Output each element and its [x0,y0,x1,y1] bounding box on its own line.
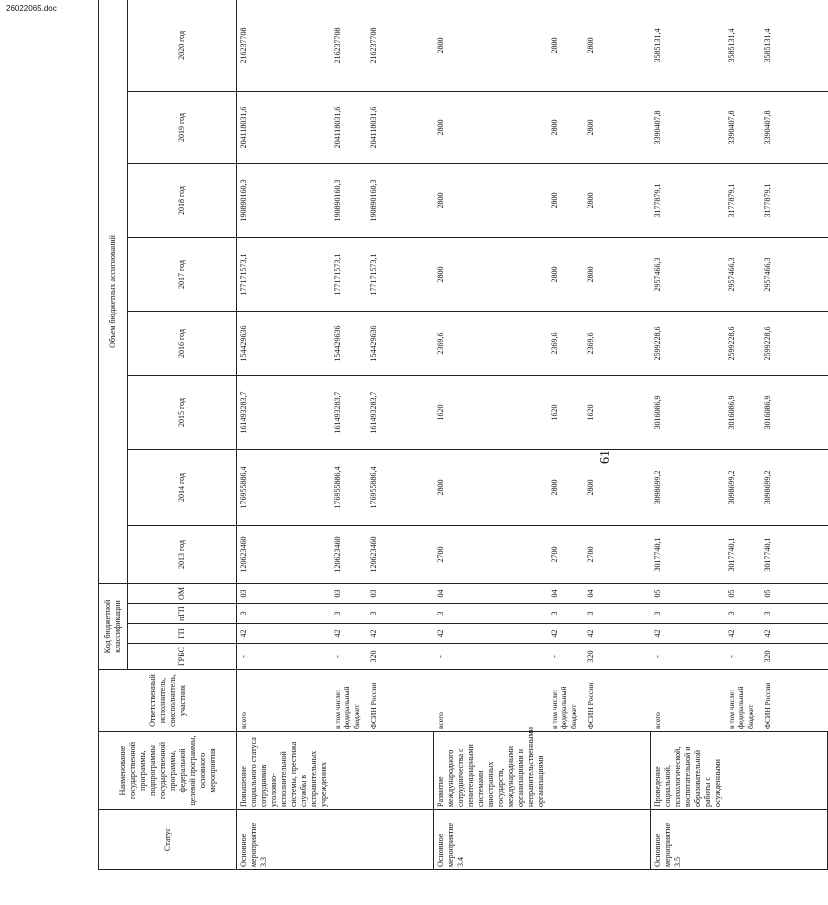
value-cell: 2800 [434,91,549,163]
gp-cell: 42 [237,624,332,644]
header-budget-col-2: пГП [128,604,237,624]
header-year-0: 2013 год [128,525,237,583]
value-cell: 2800 [434,449,549,525]
value-cell: 120623460 [331,525,367,583]
value-cell: 161493283,7 [331,375,367,449]
value-cell: 3017740,1 [725,525,761,583]
status-cell [584,810,651,870]
value-cell: 2800 [548,0,584,91]
value-cell: 3098699,2 [651,449,726,525]
value-cell: 2800 [584,0,651,91]
header-budget-code: Код бюджетной классификации [99,583,128,669]
pgp-cell: 3 [434,604,549,624]
name-cell [761,732,828,810]
responsible-cell: всего [434,670,549,732]
header-year-2: 2015 год [128,375,237,449]
name-cell [725,732,761,810]
header-year-5: 2018 год [128,163,237,237]
om-cell: 05 [725,583,761,603]
status-cell: Основное мероприятие 3.4 [434,810,549,870]
responsible-cell: ФСИН России [584,670,651,732]
value-cell: 1620 [548,375,584,449]
value-cell: 2700 [584,525,651,583]
grbs-cell: 320 [584,644,651,670]
value-cell: 2700 [548,525,584,583]
table-body [237,0,828,870]
value-cell: 3098699,2 [761,449,828,525]
table-row [651,0,726,870]
value-cell: 3177879,1 [761,163,828,237]
header-budget-col-1: ГП [128,624,237,644]
header-year-3: 2016 год [128,311,237,375]
pgp-cell: 3 [761,604,828,624]
grbs-cell: - [548,644,584,670]
gp-cell: 42 [548,624,584,644]
value-cell: 204118031,6 [237,91,332,163]
value-cell: 2957466,3 [725,237,761,311]
pgp-cell: 3 [725,604,761,624]
value-cell: 2369,6 [584,311,651,375]
header-year-4: 2017 год [128,237,237,311]
om-cell: 04 [434,583,549,603]
table-row [367,0,434,870]
value-cell: 2800 [548,449,584,525]
status-cell [725,810,761,870]
responsible-cell: всего [237,670,332,732]
value-cell: 2369,6 [434,311,549,375]
name-cell [367,732,434,810]
pgp-cell: 3 [651,604,726,624]
value-cell: 2800 [584,163,651,237]
om-cell: 03 [367,583,434,603]
responsible-cell: в том числе: федеральный бюджет [331,670,367,732]
value-cell: 161493283,7 [237,375,332,449]
value-cell: 2800 [548,237,584,311]
value-cell: 3016086,9 [651,375,726,449]
value-cell: 176955886,4 [331,449,367,525]
value-cell: 190890160,3 [367,163,434,237]
status-cell: Основное мероприятие 3.3 [237,810,332,870]
value-cell: 2599228,6 [651,311,726,375]
grbs-cell: - [331,644,367,670]
om-cell: 05 [651,583,726,603]
header-status: Статус [99,810,237,870]
status-cell [761,810,828,870]
gp-cell: 42 [367,624,434,644]
value-cell: 2800 [548,91,584,163]
gp-cell: 42 [761,624,828,644]
value-cell: 3017740,1 [761,525,828,583]
header-budget-col-3: ОМ [128,583,237,603]
value-cell: 216237708 [237,0,332,91]
value-cell: 3390407,8 [651,91,726,163]
gp-cell: 42 [434,624,549,644]
pgp-cell: 3 [548,604,584,624]
value-cell: 2700 [434,525,549,583]
value-cell: 3016086,9 [725,375,761,449]
gp-cell: 42 [725,624,761,644]
value-cell: 3390407,8 [725,91,761,163]
value-cell: 2369,6 [548,311,584,375]
budget-table [98,0,828,870]
header-responsible: Ответственный исполнитель, соисполнитель, участник [99,670,237,732]
table-row [761,0,828,870]
om-cell: 04 [548,583,584,603]
header-budget-col-0: ГРБС [128,644,237,670]
value-cell: 3017740,1 [651,525,726,583]
page-number: 61 [598,450,613,464]
footer-file-code: 26022065.doc [6,4,57,13]
value-cell: 190890160,3 [237,163,332,237]
gp-cell: 42 [584,624,651,644]
value-cell: 176955886,4 [237,449,332,525]
value-cell: 2599228,6 [725,311,761,375]
table-row [725,0,761,870]
value-cell: 216237708 [367,0,434,91]
grbs-cell: - [651,644,726,670]
table-row [548,0,584,870]
value-cell: 2800 [584,91,651,163]
value-cell: 2800 [434,0,549,91]
header-year-1: 2014 год [128,449,237,525]
gp-cell: 42 [331,624,367,644]
value-cell: 120623460 [367,525,434,583]
table-row [584,0,651,870]
status-cell [367,810,434,870]
responsible-cell: всего [651,670,726,732]
value-cell: 204118031,6 [331,91,367,163]
pgp-cell: 3 [331,604,367,624]
responsible-cell: в том числе: федеральный бюджет [548,670,584,732]
value-cell: 216237708 [331,0,367,91]
om-cell: 05 [761,583,828,603]
table-row [434,0,549,870]
value-cell: 2800 [548,163,584,237]
status-cell [331,810,367,870]
value-cell: 177171573,1 [367,237,434,311]
value-cell: 2800 [434,237,549,311]
name-cell: Повышение социального статуса сотрудников уголовно-исполнительной системы, престижа службы в исправительных учреждениях [237,732,332,810]
value-cell: 2800 [584,237,651,311]
grbs-cell: - [237,644,332,670]
grbs-cell: 320 [367,644,434,670]
header-row-top [99,0,128,870]
value-cell: 154429636 [331,311,367,375]
value-cell: 1620 [584,375,651,449]
value-cell: 177171573,1 [237,237,332,311]
table-row [331,0,367,870]
status-cell [548,810,584,870]
grbs-cell: - [725,644,761,670]
responsible-cell: ФСИН России [367,670,434,732]
value-cell: 3177879,1 [651,163,726,237]
pgp-cell: 3 [584,604,651,624]
value-cell: 3098699,2 [725,449,761,525]
responsible-cell: в том числе: федеральный бюджет [725,670,761,732]
value-cell: 204118031,6 [367,91,434,163]
pgp-cell: 3 [367,604,434,624]
value-cell: 3585131,4 [761,0,828,91]
header-year-7: 2020 год [128,0,237,91]
header-volume: Объем бюджетных ассигнований [99,0,128,583]
value-cell: 176955886,4 [367,449,434,525]
value-cell: 3585131,4 [725,0,761,91]
value-cell: 3585131,4 [651,0,726,91]
pgp-cell: 3 [237,604,332,624]
name-cell: Проведение социальной, психологической, воспитательной и образовательной работы с осужденными [651,732,726,810]
om-cell: 03 [237,583,332,603]
value-cell: 2957466,3 [651,237,726,311]
table-row [237,0,332,870]
name-cell [331,732,367,810]
om-cell: 04 [584,583,651,603]
value-cell: 2800 [434,163,549,237]
value-cell: 120623460 [237,525,332,583]
status-cell: Основное мероприятие 3.5 [651,810,726,870]
value-cell: 3390407,8 [761,91,828,163]
value-cell: 2800 [584,449,651,525]
name-cell [548,732,584,810]
header-name: Наименование государственной программы, подпрограммы государственной программы, федеральной целевой программы, основного мероприятия [99,732,237,810]
gp-cell: 42 [651,624,726,644]
name-cell: Развитие международного сотрудничества с пенитенциарными системами иностранных государств, международными организациями и неправительственными организациями [434,732,549,810]
value-cell: 3016086,9 [761,375,828,449]
value-cell: 177171573,1 [331,237,367,311]
grbs-cell: - [434,644,549,670]
value-cell: 2599228,6 [761,311,828,375]
value-cell: 154429636 [367,311,434,375]
name-cell [584,732,651,810]
value-cell: 161493283,7 [367,375,434,449]
value-cell: 154429636 [237,311,332,375]
grbs-cell: 320 [761,644,828,670]
om-cell: 03 [331,583,367,603]
value-cell: 190890160,3 [331,163,367,237]
responsible-cell: ФСИН России [761,670,828,732]
value-cell: 1620 [434,375,549,449]
header-year-6: 2019 год [128,91,237,163]
value-cell: 2957466,3 [761,237,828,311]
value-cell: 3177879,1 [725,163,761,237]
